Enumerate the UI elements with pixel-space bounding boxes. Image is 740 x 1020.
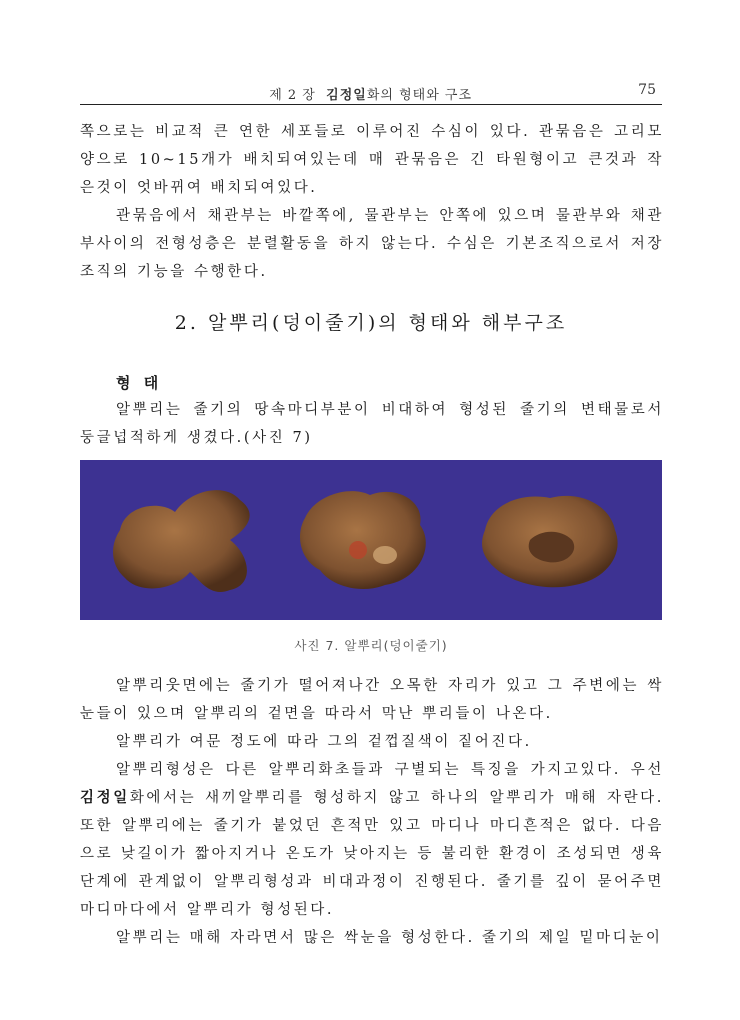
- subheading: 형 태: [116, 374, 163, 392]
- header-rule: [80, 104, 662, 105]
- paragraph: 알뿌리는 매해 자라면서 많은 싹눈을 형성한다. 줄기의 제일 밑마디눈이: [116, 930, 663, 946]
- running-header: [80, 78, 662, 102]
- tuber-photo: [80, 460, 662, 620]
- paragraph: [80, 756, 664, 924]
- paragraph-intro: 알뿌리는 줄기의 땅속마디부분이 비대하여 형성된 줄기의 변태물로서 둥글넙적하게 생겼다.(사진 7): [80, 402, 664, 446]
- paragraph: 알뿌리웃면에는 줄기가 떨어져나간 오목한 자리가 있고 그 주변에는 싹눈들이 있으며 알뿌리의 겉면을 따라서 막난 뿌리들이 나온다.: [80, 678, 664, 722]
- paragraph-continued: 쪽으로는 비교적 큰 연한 세포들로 이루어진 수심이 있다. 관묶음은 고리모양으로 10~15개가 배치되여있는데 매 관묶음은 긴 타원형이고 큰것과 작은것이 엇바뀌여 배치되여있다.: [80, 124, 664, 196]
- text-run: 알뿌리형성은 다른 알뿌리화초들과 구별되는 특징을 가지고있다. 우선: [116, 762, 664, 778]
- paragraph: 알뿌리가 여문 정도에 따라 그의 겉껍질색이 짙어진다.: [116, 734, 532, 750]
- section-title: 2. 알뿌리(덩이줄기)의 형태와 해부구조: [174, 312, 568, 334]
- page-number: 75: [638, 82, 656, 98]
- tuber-photo-illustration: [80, 460, 662, 620]
- paragraph: 관묶음에서 채관부는 바깥쪽에, 물관부는 안쪽에 있으며 물관부와 채관부사이의 전형성층은 분렬활동을 하지 않는다. 수심은 기본조직으로서 저장조직의 기능을 수행한다.: [80, 208, 664, 280]
- text-run: 화에서는 새끼알뿌리를 형성하지 않고 하나의 알뿌리가 매해 자란다. 또한 알뿌리에는 줄기가 붙었던 흔적만 있고 마디나 마디흔적은 없다. 다음으로 낮길이가 짧아지거나 온도가 낮아지는 등 불리한 환경이 조성되면 생육단계에 관계없이 알뿌리형성과 비대과정이 진행된다. 줄기를 깊이 묻어주면 마디마다에서 알뿌리가 형성된다.: [80, 790, 664, 918]
- chapter-title: 제 2 장 김정일화의 형태와 구조: [269, 88, 472, 103]
- figure-caption: 사진 7. 알뿌리(덩이줄기): [294, 638, 448, 653]
- bold-name: 김정일: [80, 790, 130, 806]
- tuber-center: [300, 491, 426, 589]
- tuber-left: [113, 490, 250, 592]
